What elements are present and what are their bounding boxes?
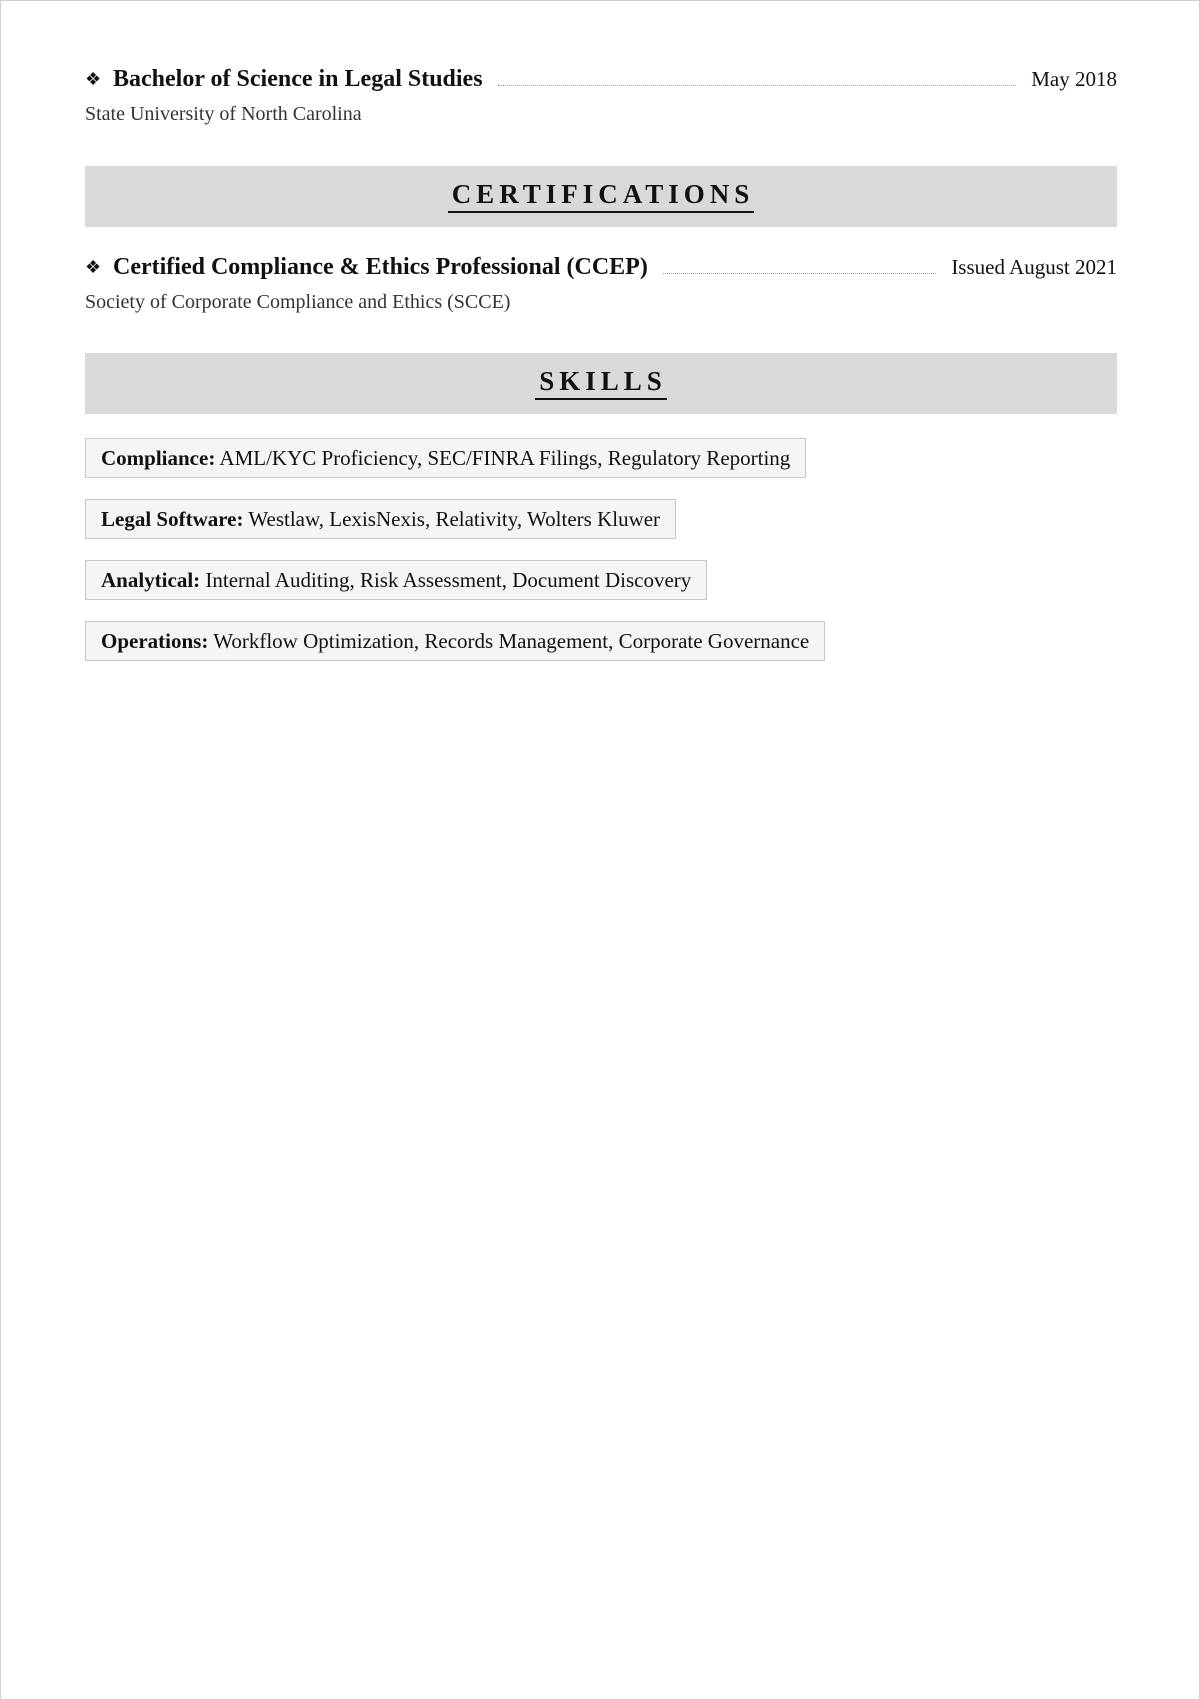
dotted-leader <box>663 273 936 274</box>
skill-item <box>85 438 1117 479</box>
education-row <box>85 55 1117 103</box>
education-entry <box>85 55 1117 126</box>
certification-issuer: Society of Corporate Compliance and Ethics (SCCE) <box>85 291 511 313</box>
certification-entry <box>85 243 1117 314</box>
skill-label: Legal Software: <box>101 507 244 531</box>
certification-row <box>85 243 1117 291</box>
skill-box <box>85 621 825 661</box>
degree-title: Bachelor of Science in Legal Studies <box>113 65 483 92</box>
certifications-heading: CERTIFICATIONS <box>448 180 755 214</box>
skill-box <box>85 560 707 600</box>
skill-label: Operations: <box>101 629 209 653</box>
skill-label: Analytical: <box>101 568 201 592</box>
skills-heading: SKILLS <box>535 367 667 401</box>
diamond-bullet-icon: ❖ <box>85 257 102 277</box>
skill-item <box>85 560 1117 601</box>
skill-item <box>85 499 1117 540</box>
diamond-bullet-icon: ❖ <box>85 69 102 89</box>
skills-section-header <box>85 353 1117 414</box>
school-name: State University of North Carolina <box>85 103 362 125</box>
skill-label: Compliance: <box>101 446 216 470</box>
skill-box <box>85 438 806 478</box>
skill-value: Internal Auditing, Risk Assessment, Document Discovery <box>205 568 692 592</box>
skill-item <box>85 621 1117 662</box>
skill-value: AML/KYC Proficiency, SEC/FINRA Filings, Regulatory Reporting <box>219 446 791 470</box>
skill-value: Westlaw, LexisNexis, Relativity, Wolters Kluwer <box>248 507 661 531</box>
resume-content <box>85 55 1117 662</box>
certifications-section-header <box>85 166 1117 227</box>
skills-list <box>85 438 1117 662</box>
skill-box <box>85 499 676 539</box>
dotted-leader <box>498 85 1017 86</box>
certification-date: Issued August 2021 <box>951 254 1117 279</box>
skill-value: Workflow Optimization, Records Management, Corporate Governance <box>213 629 810 653</box>
graduation-date: May 2018 <box>1031 66 1117 91</box>
certification-title: Certified Compliance & Ethics Professional (CCEP) <box>113 253 648 280</box>
